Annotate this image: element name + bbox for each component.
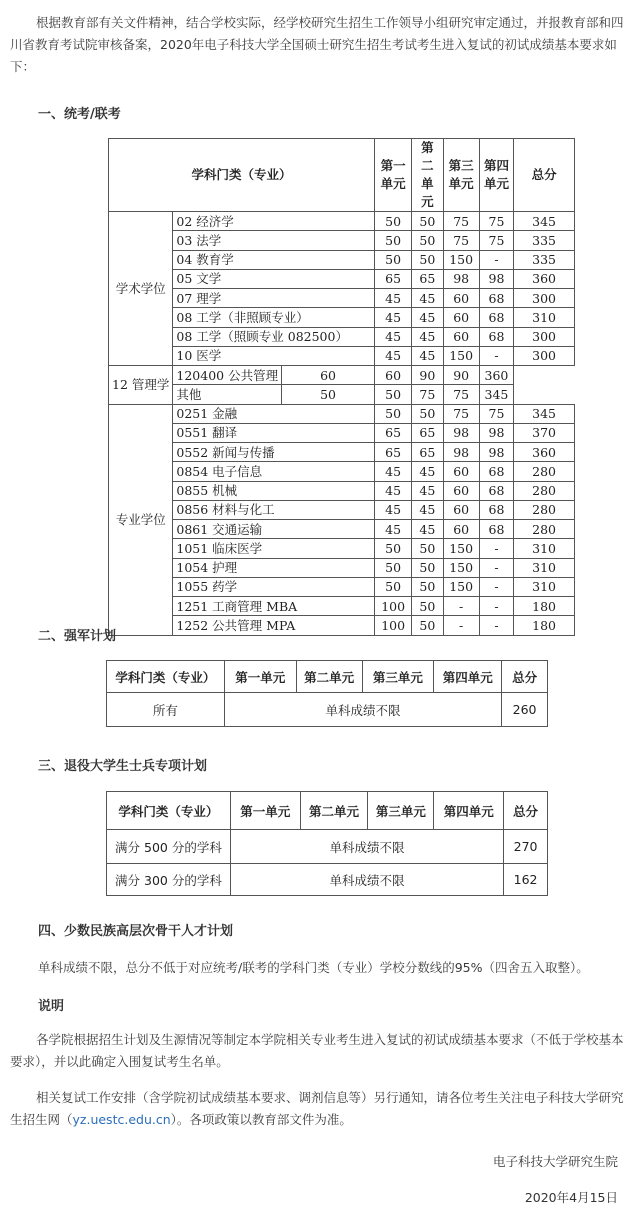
cell-subject: 02 经济学 bbox=[173, 212, 375, 231]
cell-u2: 45 bbox=[412, 289, 443, 308]
cell-u3: 60 bbox=[443, 308, 479, 327]
cell-u2: 50 bbox=[412, 577, 443, 596]
cell-subject: 满分 300 分的学科 bbox=[107, 864, 231, 896]
header-unit3: 第三单元 bbox=[362, 661, 434, 693]
cell-u4: 75 bbox=[479, 231, 513, 250]
cell-total: 345 bbox=[514, 212, 575, 231]
table-row bbox=[109, 269, 575, 288]
cell-total: 300 bbox=[514, 327, 575, 346]
cell-u4: 68 bbox=[479, 327, 513, 346]
cell-total: 335 bbox=[514, 250, 575, 269]
notes-paragraph-2 bbox=[10, 1087, 630, 1131]
cell-u3: 150 bbox=[443, 346, 479, 365]
cell-u1: 50 bbox=[374, 539, 411, 558]
cell-total: 360 bbox=[479, 366, 513, 385]
cell-u3: - bbox=[443, 597, 479, 616]
cell-subject: 1055 药学 bbox=[173, 577, 375, 596]
cell-u1: 50 bbox=[374, 577, 411, 596]
cell-u3: 90 bbox=[412, 366, 443, 385]
cell-u4: 98 bbox=[479, 423, 513, 442]
table-row bbox=[109, 500, 575, 519]
mgmt-sub: 其他 bbox=[173, 385, 282, 404]
cell-u1: 65 bbox=[374, 443, 411, 462]
cell-u1: 45 bbox=[374, 520, 411, 539]
cell-u4: - bbox=[479, 250, 513, 269]
cell-u2: 45 bbox=[412, 500, 443, 519]
cell-u1: 45 bbox=[374, 462, 411, 481]
cell-u2: 50 bbox=[412, 231, 443, 250]
header-total: 总分 bbox=[502, 661, 548, 693]
table-row bbox=[109, 308, 575, 327]
table-row bbox=[109, 577, 575, 596]
cell-subject: 04 教育学 bbox=[173, 250, 375, 269]
cell-u3: 60 bbox=[443, 481, 479, 500]
admissions-site-link[interactable]: yz.uestc.edu.cn bbox=[72, 1112, 171, 1127]
cell-u2: 65 bbox=[412, 443, 443, 462]
cell-u1: 65 bbox=[374, 269, 411, 288]
cell-subject: 0552 新闻与传播 bbox=[173, 443, 375, 462]
group-professional: 专业学位 bbox=[109, 404, 173, 635]
header-unit3: 第三单元 bbox=[368, 792, 434, 830]
table-row bbox=[107, 864, 548, 896]
header-subject: 学科门类（专业） bbox=[107, 792, 231, 830]
cell-total: 180 bbox=[514, 597, 575, 616]
cell-u2: 45 bbox=[412, 346, 443, 365]
cell-total: 310 bbox=[514, 308, 575, 327]
cell-total: 270 bbox=[504, 830, 548, 864]
notes-paragraph-1: 各学院根据招生计划及生源情况等制定本学院相关专业考生进入复试的初试成绩基本要求（不低于学校基本要求），并以此确定入围复试考生名单。 bbox=[10, 1032, 624, 1069]
cell-u3: 60 bbox=[443, 462, 479, 481]
table-row bbox=[109, 481, 575, 500]
cell-u2: 60 bbox=[374, 366, 411, 385]
cell-u3: 75 bbox=[412, 385, 443, 404]
cell-u3: - bbox=[443, 616, 479, 635]
cell-total: 300 bbox=[514, 346, 575, 365]
cell-u4: 68 bbox=[479, 462, 513, 481]
cell-total: 280 bbox=[514, 481, 575, 500]
header-unit3: 第三单元 bbox=[443, 139, 479, 212]
table-row bbox=[109, 558, 575, 577]
cell-total: 345 bbox=[514, 404, 575, 423]
cell-total: 300 bbox=[514, 289, 575, 308]
cell-u4: - bbox=[479, 597, 513, 616]
cell-u2: 50 bbox=[412, 558, 443, 577]
cell-u2: 45 bbox=[412, 520, 443, 539]
cell-u4: 68 bbox=[479, 500, 513, 519]
cell-u1: 50 bbox=[374, 231, 411, 250]
section4-title: 四、少数民族高层次骨干人才计划 bbox=[38, 924, 234, 939]
cell-total: 310 bbox=[514, 577, 575, 596]
cell-u1: 45 bbox=[374, 289, 411, 308]
cell-u2: 50 bbox=[412, 616, 443, 635]
cell-u1: 50 bbox=[374, 250, 411, 269]
cell-u4: 68 bbox=[479, 308, 513, 327]
table-header-row bbox=[107, 792, 548, 830]
cell-u4: 98 bbox=[479, 269, 513, 288]
cell-subject: 03 法学 bbox=[173, 231, 375, 250]
table-row bbox=[109, 539, 575, 558]
cell-u3: 150 bbox=[443, 577, 479, 596]
cell-subject: 10 医学 bbox=[173, 346, 375, 365]
cell-subject: 1054 护理 bbox=[173, 558, 375, 577]
cell-u1: 45 bbox=[374, 308, 411, 327]
header-unit4: 第四单元 bbox=[434, 792, 504, 830]
cell-u3: 75 bbox=[443, 231, 479, 250]
cell-u4: 75 bbox=[479, 212, 513, 231]
section4-text: 单科成绩不限，总分不低于对应统考/联考的学科门类（专业）学校分数线的95%（四舍五入取整）。 bbox=[38, 960, 589, 975]
signature-org: 电子科技大学研究生院 bbox=[492, 1154, 618, 1169]
cell-total: 280 bbox=[514, 462, 575, 481]
header-unit2: 第二单元 bbox=[296, 661, 362, 693]
cell-subject: 满分 500 分的学科 bbox=[107, 830, 231, 864]
table-header-row bbox=[109, 139, 575, 212]
header-subject: 学科门类（专业） bbox=[109, 139, 375, 212]
cell-u3: 60 bbox=[443, 520, 479, 539]
header-unit4: 第四单元 bbox=[479, 139, 513, 212]
cell-subject: 08 工学（照顾专业 082500） bbox=[173, 327, 375, 346]
cell-u4: 68 bbox=[479, 520, 513, 539]
cell-subject: 0861 交通运输 bbox=[173, 520, 375, 539]
cell-u2: 65 bbox=[412, 269, 443, 288]
cell-u2: 50 bbox=[374, 385, 411, 404]
cell-u4: - bbox=[479, 577, 513, 596]
cell-u4: 68 bbox=[479, 481, 513, 500]
table-row bbox=[109, 616, 575, 635]
cell-u1: 45 bbox=[374, 327, 411, 346]
header-subject: 学科门类（专业） bbox=[107, 661, 225, 693]
section2-title: 二、强军计划 bbox=[38, 629, 117, 644]
cell-subject: 0856 材料与化工 bbox=[173, 500, 375, 519]
cell-subject: 0551 翻译 bbox=[173, 423, 375, 442]
table-row bbox=[107, 693, 548, 727]
cell-u2: 50 bbox=[412, 597, 443, 616]
notes-title: 说明 bbox=[38, 999, 65, 1014]
cell-u2: 50 bbox=[412, 250, 443, 269]
cell-subject: 05 文学 bbox=[173, 269, 375, 288]
cell-total: 280 bbox=[514, 500, 575, 519]
cell-total: 180 bbox=[514, 616, 575, 635]
table-row bbox=[109, 212, 575, 231]
cell-total: 162 bbox=[504, 864, 548, 896]
intro-paragraph: 根据教育部有关文件精神，结合学校实际，经学校研究生招生工作领导小组研究审定通过，并报教育部和四川省教育考试院审核备案，2020年电子科技大学全国硕士研究生招生考试考生进入复试的初试成绩基本要求如下： bbox=[10, 15, 624, 74]
cell-u1: 65 bbox=[374, 423, 411, 442]
cell-u2: 65 bbox=[412, 423, 443, 442]
table-row bbox=[109, 462, 575, 481]
table-row bbox=[109, 231, 575, 250]
veteran-plan-table bbox=[106, 791, 548, 896]
table-row bbox=[109, 385, 575, 404]
cell-u3: 150 bbox=[443, 539, 479, 558]
header-unit1: 第一单元 bbox=[230, 792, 300, 830]
cell-subject: 1051 临床医学 bbox=[173, 539, 375, 558]
cell-u1: 100 bbox=[374, 597, 411, 616]
section1-title: 一、统考/联考 bbox=[38, 107, 121, 122]
table-row bbox=[109, 443, 575, 462]
cell-u3: 150 bbox=[443, 250, 479, 269]
cell-u1: 50 bbox=[374, 404, 411, 423]
cell-total: 310 bbox=[514, 558, 575, 577]
notes-p2-after: ）。各项政策以教育部文件为准。 bbox=[170, 1112, 352, 1127]
cell-total: 360 bbox=[514, 269, 575, 288]
group-academic: 学术学位 bbox=[109, 212, 173, 366]
cell-u1: 60 bbox=[282, 366, 375, 385]
cell-total: 335 bbox=[514, 231, 575, 250]
cell-u3: 98 bbox=[443, 423, 479, 442]
cell-u3: 98 bbox=[443, 443, 479, 462]
table-row bbox=[109, 289, 575, 308]
header-total: 总分 bbox=[514, 139, 575, 212]
cell-total: 360 bbox=[514, 443, 575, 462]
table-row bbox=[109, 404, 575, 423]
cell-u4: 98 bbox=[479, 443, 513, 462]
table-row bbox=[107, 830, 548, 864]
cell-u1: 50 bbox=[282, 385, 375, 404]
cell-u2: 45 bbox=[412, 308, 443, 327]
cell-total: 370 bbox=[514, 423, 575, 442]
cell-u2: 45 bbox=[412, 327, 443, 346]
cell-u2: 50 bbox=[412, 539, 443, 558]
table-row bbox=[109, 597, 575, 616]
cell-u4: 75 bbox=[479, 404, 513, 423]
table-row bbox=[109, 423, 575, 442]
military-plan-table bbox=[106, 660, 548, 727]
cell-total: 345 bbox=[479, 385, 513, 404]
header-unit2: 第二单元 bbox=[412, 139, 443, 212]
cell-u3: 75 bbox=[443, 212, 479, 231]
header-unit1: 第一单元 bbox=[224, 661, 296, 693]
cell-u3: 60 bbox=[443, 327, 479, 346]
table-row bbox=[109, 366, 575, 385]
cell-subject: 0251 金融 bbox=[173, 404, 375, 423]
section3-title: 三、退役大学生士兵专项计划 bbox=[38, 759, 208, 774]
cell-u2: 45 bbox=[412, 481, 443, 500]
cell-subject: 08 工学（非照顾专业） bbox=[173, 308, 375, 327]
cell-u1: 45 bbox=[374, 500, 411, 519]
table-row bbox=[109, 520, 575, 539]
table-row bbox=[109, 346, 575, 365]
table-header-row bbox=[107, 661, 548, 693]
header-unit2: 第二单元 bbox=[300, 792, 368, 830]
cell-u3: 75 bbox=[443, 404, 479, 423]
signature-date: 2020年4月15日 bbox=[524, 1190, 618, 1205]
cell-u1: 50 bbox=[374, 558, 411, 577]
cell-subject: 07 理学 bbox=[173, 289, 375, 308]
cell-u3: 98 bbox=[443, 269, 479, 288]
cell-u2: 45 bbox=[412, 462, 443, 481]
cell-subject: 0854 电子信息 bbox=[173, 462, 375, 481]
table-row bbox=[109, 250, 575, 269]
cell-u2: 50 bbox=[412, 212, 443, 231]
header-total: 总分 bbox=[504, 792, 548, 830]
cell-total: 280 bbox=[514, 520, 575, 539]
cell-u4: - bbox=[479, 346, 513, 365]
cell-subject: 1251 工商管理 MBA bbox=[173, 597, 375, 616]
cell-u3: 60 bbox=[443, 500, 479, 519]
mgmt-sub: 120400 公共管理 bbox=[173, 366, 282, 385]
cell-u4: 68 bbox=[479, 289, 513, 308]
cell-u2: 50 bbox=[412, 404, 443, 423]
cell-note: 单科成绩不限 bbox=[230, 830, 503, 864]
header-unit1: 第一单元 bbox=[374, 139, 411, 212]
cell-u3: 60 bbox=[443, 289, 479, 308]
cell-u4: 75 bbox=[443, 385, 479, 404]
header-unit4: 第四单元 bbox=[434, 661, 502, 693]
cell-u1: 45 bbox=[374, 346, 411, 365]
notes-p2-before: 相关复试工作安排（含学院初试成绩基本要求、调剂信息等）另行通知，请各位考生关注电子科技大学研究生招生网（ bbox=[10, 1090, 624, 1127]
cell-total: 260 bbox=[502, 693, 548, 727]
mgmt-label: 12 管理学 bbox=[109, 366, 173, 405]
cell-u1: 100 bbox=[374, 616, 411, 635]
cell-note: 单科成绩不限 bbox=[224, 693, 501, 727]
cell-subject: 0855 机械 bbox=[173, 481, 375, 500]
cell-u4: - bbox=[479, 558, 513, 577]
table-row bbox=[109, 327, 575, 346]
cell-u1: 50 bbox=[374, 212, 411, 231]
cell-total: 310 bbox=[514, 539, 575, 558]
unified-exam-table bbox=[108, 138, 575, 636]
cell-subject: 所有 bbox=[107, 693, 225, 727]
cell-u4: 90 bbox=[443, 366, 479, 385]
cell-u4: - bbox=[479, 616, 513, 635]
cell-note: 单科成绩不限 bbox=[230, 864, 503, 896]
cell-u4: - bbox=[479, 539, 513, 558]
cell-u1: 45 bbox=[374, 481, 411, 500]
cell-u3: 150 bbox=[443, 558, 479, 577]
cell-subject: 1252 公共管理 MPA bbox=[173, 616, 375, 635]
